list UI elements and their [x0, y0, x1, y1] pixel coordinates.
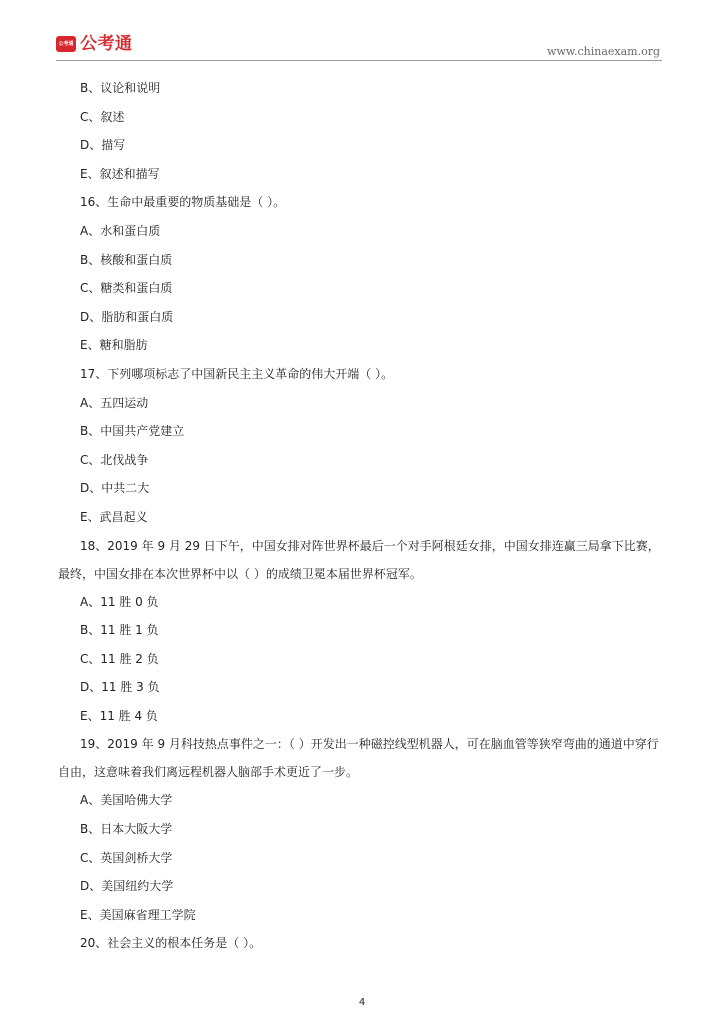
logo-text: 公考通	[80, 34, 133, 54]
option-line: C、叙述	[80, 109, 125, 124]
option-line: B、中国共产党建立	[80, 424, 185, 439]
option-line: A、五四运动	[80, 395, 149, 410]
option-line: A、美国哈佛大学	[80, 793, 173, 808]
option-line: C、英国剑桥大学	[80, 850, 173, 865]
option-line: B、日本大阪大学	[80, 822, 173, 837]
option-line: E、叙述和描写	[80, 166, 160, 181]
option-line: E、11 胜 4 负	[80, 708, 158, 723]
option-line: D、美国纽约大学	[80, 879, 174, 894]
option-line: C、11 胜 2 负	[80, 651, 159, 666]
question-17: 17、下列哪项标志了中国新民主主义革命的伟大开端（ ）。	[80, 366, 394, 381]
site-url-link[interactable]: www.chinaexam.org	[547, 45, 660, 58]
option-line: C、北伐战争	[80, 452, 149, 467]
brand-logo[interactable]	[56, 34, 133, 54]
option-line: D、脂肪和蛋白质	[80, 309, 174, 324]
option-line: A、水和蛋白质	[80, 223, 161, 238]
page-header	[56, 30, 662, 61]
document-body	[58, 78, 670, 962]
logo-badge-icon: 公考通	[56, 36, 76, 52]
option-line: D、描写	[80, 138, 126, 153]
option-line: E、武昌起义	[80, 509, 148, 524]
option-line: A、11 胜 0 负	[80, 594, 159, 609]
option-line: D、中共二大	[80, 481, 150, 496]
option-line: C、糖类和蛋白质	[80, 281, 173, 296]
option-line: D、11 胜 3 负	[80, 680, 160, 695]
question-18: 18、2019 年 9 月 29 日下午，中国女排对阵世界杯最后一个对手阿根廷女排，中国女排连赢三局拿下比赛，最终，中国女排在本次世界杯中以（ ）的成绩卫冕本届世界杯冠军。	[58, 538, 660, 581]
question-19: 19、2019 年 9 月科技热点事件之一：（ ）开发出一种磁控线型机器人，可在脑血管等狭窄弯曲的通道中穿行自由，这意味着我们离远程机器人脑部手术更近了一步。	[58, 737, 659, 780]
option-line: B、11 胜 1 负	[80, 623, 159, 638]
page-number: 4	[358, 997, 366, 1008]
option-line: E、美国麻省理工学院	[80, 907, 196, 922]
option-line: B、核酸和蛋白质	[80, 252, 173, 267]
question-16: 16、生命中最重要的物质基础是（ ）。	[80, 195, 286, 210]
option-line: B、议论和说明	[80, 81, 161, 95]
question-20: 20、社会主义的根本任务是（ ）。	[80, 936, 262, 951]
option-line: E、糖和脂肪	[80, 338, 148, 353]
